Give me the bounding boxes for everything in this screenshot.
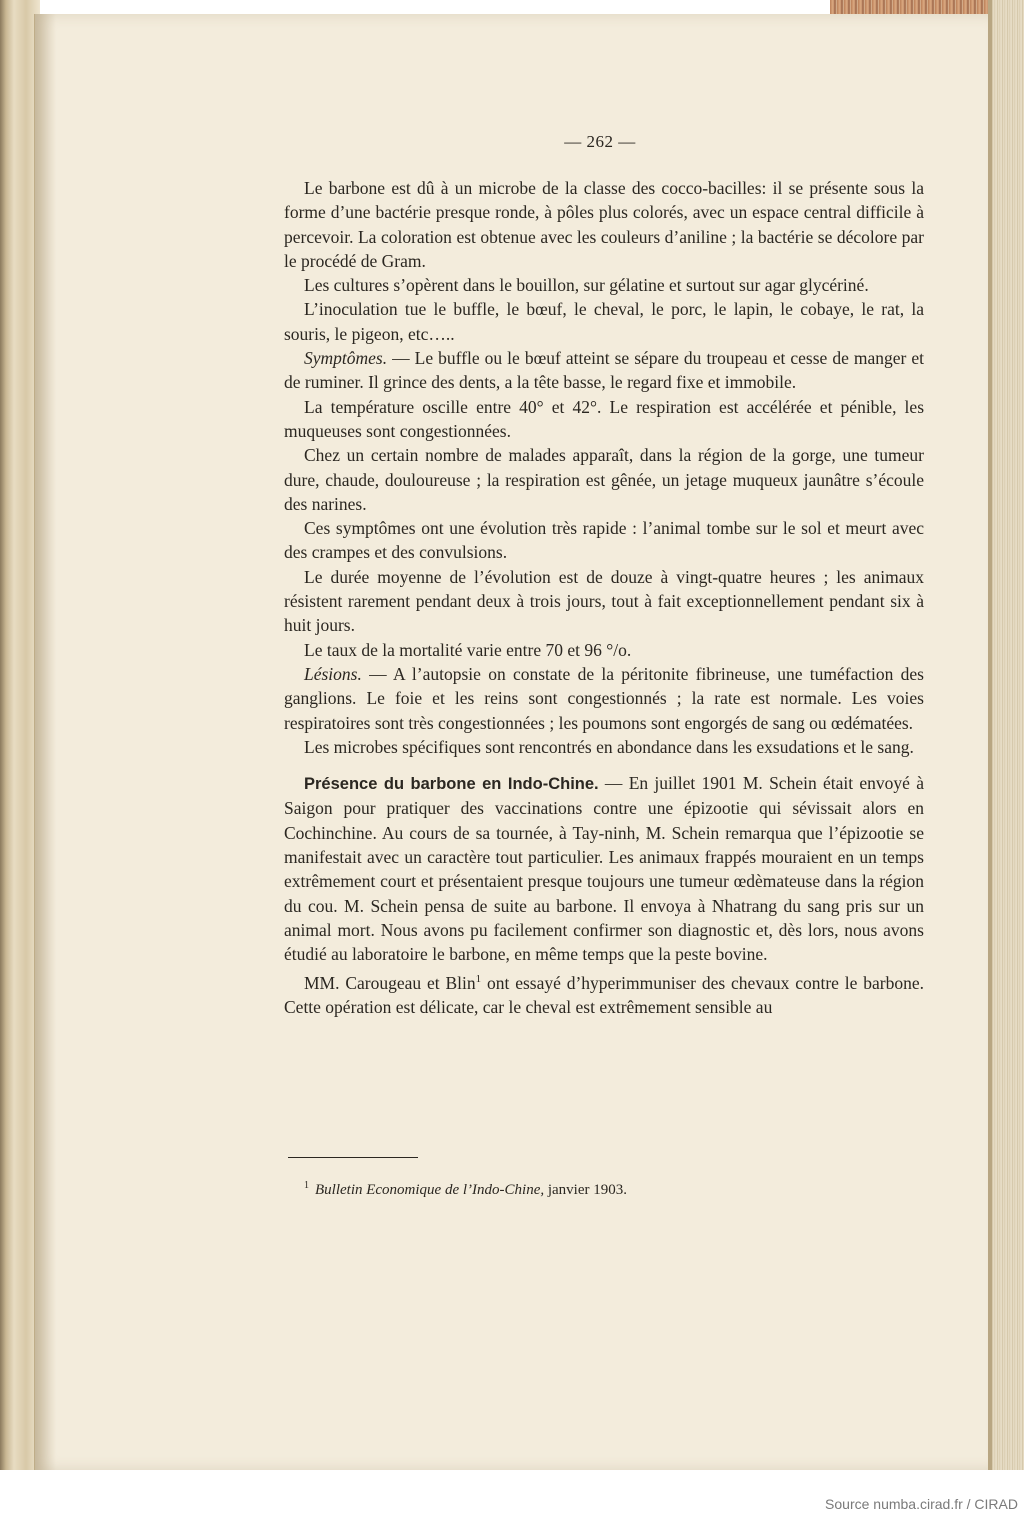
paragraph-text: Le taux de la mortalité varie entre 70 et 96 °/o. (304, 639, 632, 660)
paragraph-text: La température oscille entre 40° et 42°. Le respiration est accélérée et pénible, les muqueuses sont congestionnées. (284, 396, 924, 441)
page-number: — 262 — (564, 132, 636, 151)
paragraph-text: ont essayé d’hyperimmuniser des chevaux contre le barbone. Cette opération est délicate, car le cheval est extrêmement sensible au (284, 972, 924, 1017)
paragraph (284, 346, 924, 395)
paragraph-text: — En juillet 1901 M. Schein était envoyé à Saigon pour pratiquer des vaccinations contre une épizootie qui sévissait alors en Cochinchine. Au cours de sa tournée, à Tay-ninh, M. Schein remarqua que l’épizootie se manifestait avec un caractère tout particulier. Les animaux frappés mouraient en un temps extrêmement court et présentaient presque toujours une tumeur œdèmateuse dans la région du cou. M. Schein pensa de suite au barbone. Il envoya à Nhatrang du sang pris sur un animal mort. Nous avons pu facilement confirmer son diagnostic et, dès lors, nous avons étudié au laboratoire le barbone, en même temps que la peste bovine. (284, 773, 924, 965)
footnote (304, 1180, 627, 1199)
paragraph (284, 443, 924, 516)
paragraph-text: Les cultures s’opèrent dans le bouillon, sur gélatine et surtout sur agar glycériné. (304, 275, 869, 296)
body-text (284, 176, 924, 1019)
paragraph-text: L’inoculation tue le buffle, le bœuf, le cheval, le porc, le lapin, le cobaye, le rat, la souris, le pigeon, etc….. (284, 299, 924, 344)
bottom-strip (0, 1470, 1024, 1520)
paragraph-lead: Lésions. (304, 663, 362, 684)
paragraph (284, 638, 924, 662)
paragraph-text: Chez un certain nombre de malades apparaît, dans la région de la gorge, une tumeur dure, chaude, douloureuse ; la respiration est gênée, un jetage muqueux jaunâtre s’écoule des narines. (284, 445, 924, 514)
section-paragraph (284, 771, 924, 966)
paragraph (284, 516, 924, 565)
paragraph (284, 176, 924, 273)
paragraph (284, 735, 924, 759)
section-heading: Présence du barbone en Indo-Chine. (304, 775, 599, 794)
paragraph (284, 565, 924, 638)
paragraph (284, 297, 924, 346)
paragraph-text: MM. Carougeau et Blin (304, 972, 476, 993)
paragraph-text: Le durée moyenne de l’évolution est de douze à vingt-quatre heures ; les animaux résistent rarement pendant deux à trois jours, tout à fait exceptionnellement pendant six à huit jours. (284, 566, 924, 636)
footnote-title: Bulletin Economique de l’Indo-Chine, (315, 1182, 545, 1198)
paragraph (284, 395, 924, 444)
footnote-reference: 1 (475, 972, 482, 985)
paragraph (284, 273, 924, 297)
paragraph-text: — Le buffle ou le bœuf atteint se sépare du troupeau et cesse de manger et de ruminer. Il grince des dents, a la tête basse, le regard fixe et immobile. (284, 348, 924, 393)
page-stack-edge (988, 0, 1024, 1470)
paragraph-lead: Symptômes. (304, 348, 388, 369)
paragraph-text: Ces symptômes ont une évolution très rapide : l’animal tombe sur le sol et meurt avec des crampes et des convulsions. (284, 518, 924, 563)
source-credit: Source numba.cirad.fr / CIRAD (825, 1496, 1018, 1512)
gutter-shadow (34, 14, 56, 1470)
footnote-rule (288, 1157, 418, 1158)
paragraph-text: Les microbes spécifiques sont rencontrés en abondance dans les exsudations et le sang. (304, 736, 914, 757)
paragraph (284, 967, 924, 1019)
paragraph-text: — A l’autopsie on constate de la péritonite fibrineuse, une tuméfaction des ganglions. Le foie et les reins sont congestionnés ; la rate est normale. Les voies respiratoires sont très congestionnées ; les poumons sont engorgés de sang ou œdématées. (284, 663, 924, 733)
paragraph (284, 662, 924, 735)
paragraph-text: Le barbone est dû à un microbe de la classe des cocco-bacilles: il se présente sous la forme d’une bactérie presque ronde, à pôles plus colorés, avec un espace central difficile à percevoir. La coloration est obtenue avec les couleurs d’aniline ; la bactérie se décolore par le procédé de Gram. (284, 178, 924, 271)
footnote-mark: 1 (304, 1180, 309, 1191)
footnote-date: janvier 1903. (544, 1182, 628, 1198)
